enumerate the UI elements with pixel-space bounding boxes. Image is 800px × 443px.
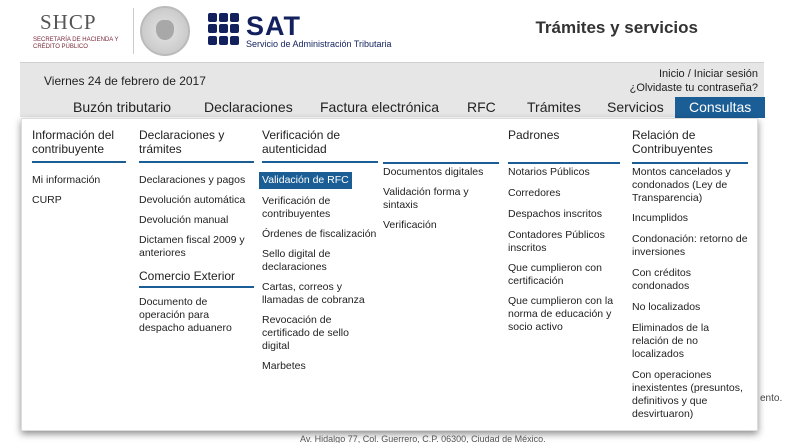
national-seal-icon [140, 6, 190, 56]
menu-item-operaciones-inexistentes[interactable]: Con operaciones inexistentes (presuntos, definitivos y que desvirtuaron) [632, 369, 743, 420]
shcp-subtitle: SECRETARÍA DE HACIENDA Y CRÉDITO PÚBLICO [33, 37, 119, 50]
menu-item-ordenes-fiscalizacion[interactable]: Órdenes de fiscalización [262, 228, 377, 240]
menu-item-documento-operacion[interactable]: Documento de operación para despacho aduanero [139, 296, 232, 334]
nav-factura-electronica[interactable]: Factura electrónica [320, 99, 440, 115]
menu-item-sello-digital[interactable]: Sello digital de declaraciones [262, 248, 331, 273]
menu-item-no-localizados[interactable]: No localizados [632, 301, 701, 313]
consultas-dropdown [21, 118, 758, 431]
menu-item-incumplidos[interactable]: Incumplidos [632, 212, 689, 224]
forgot-password-link[interactable]: ¿Olvidaste tu contraseña? [629, 82, 758, 94]
menu-heading: Declaraciones y trámites [139, 119, 254, 163]
menu-col-declaraciones [139, 119, 254, 335]
menu-item-cartas-cobranza[interactable]: Cartas, correos y llamadas de cobranza [262, 281, 365, 306]
footer-address: Av. Hidalgo 77, Col. Guerrero, C.P. 06300, Ciudad de México. [300, 434, 546, 443]
site-header [0, 0, 800, 60]
current-date: Viernes 24 de febrero de 2017 [44, 74, 206, 88]
menu-col-contribuyente [32, 119, 126, 207]
menu-col-verificacion [262, 119, 378, 373]
menu-heading: Verificación de autenticidad [262, 119, 378, 163]
menu-item-norma-educacion[interactable]: Que cumplieron con la norma de educación y socio activo [508, 295, 614, 333]
menu-item-condonacion[interactable]: Condonación: retorno de inversiones [632, 233, 748, 258]
menu-item-certificacion[interactable]: Que cumplieron con certificación [508, 262, 602, 287]
page-title: Trámites y servicios [535, 18, 698, 37]
shcp-logo[interactable] [30, 10, 126, 51]
menu-heading-comercio: Comercio Exterior [139, 260, 254, 288]
nav-tramites[interactable]: Trámites [527, 99, 581, 115]
menu-col-documentos [383, 119, 499, 232]
menu-item-notarios[interactable]: Notarios Públicos [508, 166, 590, 178]
shcp-title: SHCP [40, 10, 97, 34]
menu-item-eliminados[interactable]: Eliminados de la relación de no localizados [632, 322, 710, 360]
header-divider [133, 8, 134, 54]
menu-heading: Padrones [508, 119, 620, 164]
menu-item-revocacion-certificado[interactable]: Revocación de certificado de sello digital [262, 314, 349, 352]
sat-subtitle: Servicio de Administración Tributaria [246, 39, 392, 49]
menu-item-validacion-rfc[interactable]: Validación de RFC [259, 172, 352, 189]
nav-declaraciones[interactable]: Declaraciones [204, 99, 293, 115]
menu-item-contadores[interactable]: Contadores Públicos inscritos [508, 229, 605, 254]
sat-wordmark: SAT [246, 11, 301, 41]
sat-squares-icon [208, 13, 240, 45]
menu-item-mi-informacion[interactable]: Mi información [32, 174, 101, 186]
session-links [630, 67, 758, 95]
menu-item-despachos[interactable]: Despachos inscritos [508, 208, 602, 220]
menu-item-verificacion[interactable]: Verificación [383, 219, 437, 231]
nav-rfc[interactable]: RFC [467, 99, 496, 115]
sat-logo[interactable] [208, 13, 392, 49]
menu-item-devolucion-automatica[interactable]: Devolución automática [139, 194, 246, 206]
menu-item-montos-cancelados[interactable]: Montos cancelados y condonados (Ley de Transparencia) [632, 166, 731, 204]
menu-item-devolucion-manual[interactable]: Devolución manual [139, 214, 229, 226]
nav-buzon-tributario[interactable]: Buzón tributario [73, 99, 172, 115]
menu-item-verificacion-contribuyentes[interactable]: Verificación de contribuyentes [262, 195, 331, 220]
menu-col-relacion [632, 119, 748, 421]
menu-item-curp[interactable]: CURP [32, 194, 62, 206]
menu-item-validacion-forma[interactable]: Validación forma y sintaxis [383, 186, 469, 211]
menu-heading: Información del contribuyente [32, 119, 126, 163]
menu-item-creditos-condonados[interactable]: Con créditos condonados [632, 267, 691, 292]
nav-consultas[interactable]: Consultas [675, 97, 765, 118]
footer-fragment: ento. [760, 393, 783, 404]
menu-item-marbetes[interactable]: Marbetes [262, 360, 306, 372]
menu-col-padrones [508, 119, 620, 334]
menu-item-dictamen-fiscal[interactable]: Dictamen fiscal 2009 y anteriores [139, 234, 245, 259]
login-link[interactable]: Inicio / Iniciar sesión [658, 68, 758, 80]
menu-item-declaraciones-pagos[interactable]: Declaraciones y pagos [139, 174, 246, 186]
menu-heading-blank [383, 119, 499, 164]
main-nav [20, 97, 764, 118]
nav-servicios[interactable]: Servicios [607, 99, 664, 115]
menu-heading: Relación de Contribuyentes [632, 119, 748, 164]
menu-item-documentos-digitales[interactable]: Documentos digitales [383, 166, 484, 178]
menu-item-corredores[interactable]: Corredores [508, 187, 561, 199]
